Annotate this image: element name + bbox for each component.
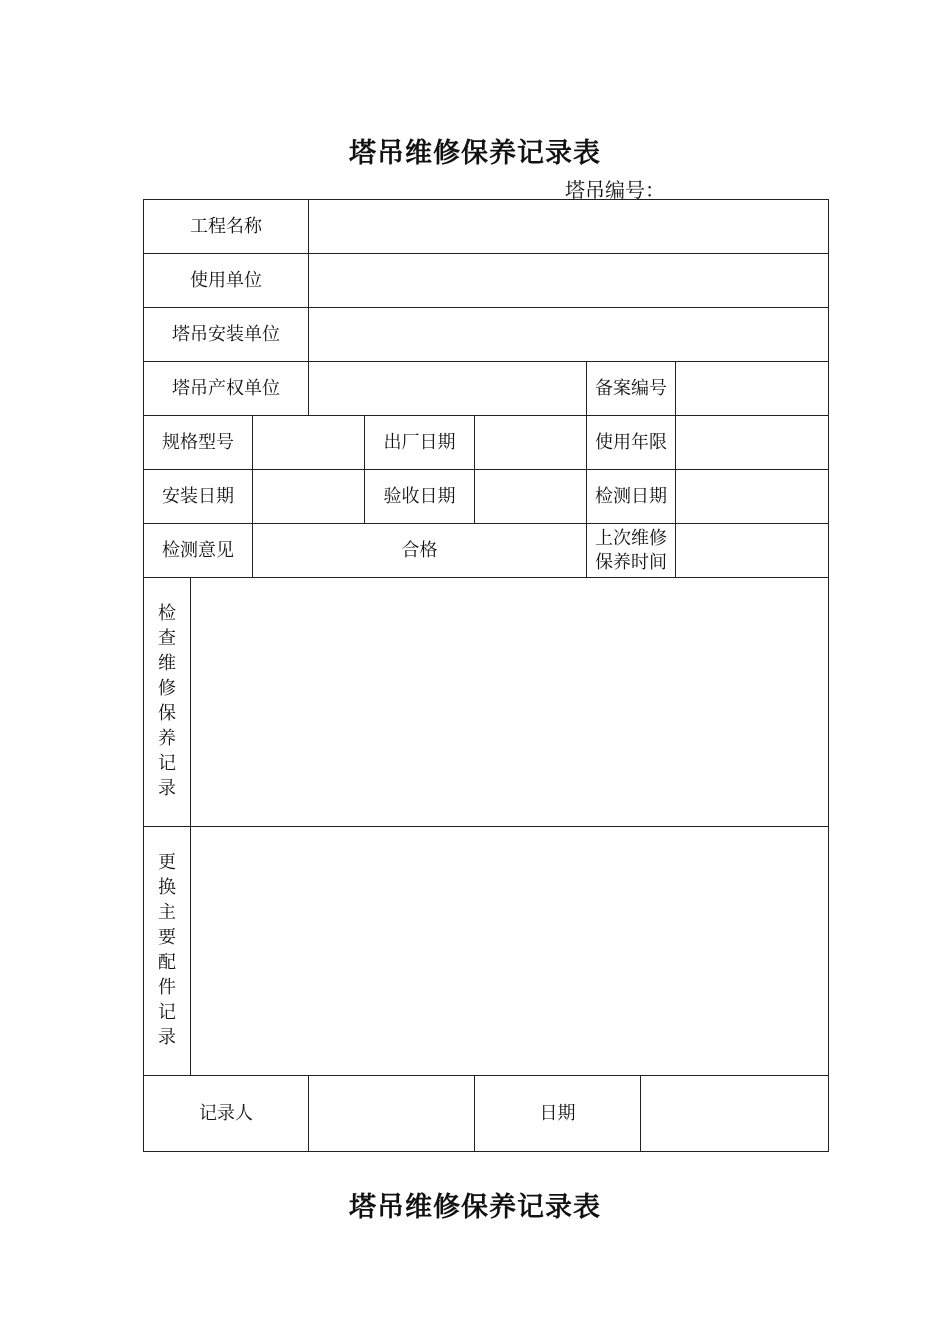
date-label: 日期 bbox=[539, 1103, 576, 1124]
service-life-field[interactable] bbox=[676, 416, 828, 469]
recorder-label: 记录人 bbox=[199, 1103, 253, 1124]
inspection-opinion-value[interactable]: 合格 bbox=[401, 539, 438, 561]
install-date-label: 安装日期 bbox=[162, 485, 234, 507]
maintenance-record-label: 检查维修保养记录 bbox=[158, 603, 176, 799]
page-title: 塔吊维修保养记录表 bbox=[349, 138, 601, 169]
user-unit-label: 使用单位 bbox=[190, 269, 262, 291]
ownership-unit-field[interactable] bbox=[309, 362, 586, 415]
inspection-date-label: 检测日期 bbox=[595, 485, 667, 507]
install-unit-label: 塔吊安装单位 bbox=[172, 323, 280, 345]
service-life-label: 使用年限 bbox=[595, 431, 667, 453]
crane-number-label: 塔吊编号： bbox=[565, 178, 665, 202]
factory-date-label: 出厂日期 bbox=[383, 431, 456, 453]
page-title-repeat: 塔吊维修保养记录表 bbox=[349, 1192, 601, 1223]
parts-record-field[interactable] bbox=[191, 827, 828, 1075]
record-number-label: 备案编号 bbox=[595, 377, 667, 399]
last-maintenance-line2: 保养时间 bbox=[595, 551, 667, 573]
ownership-unit-label: 塔吊产权单位 bbox=[172, 377, 280, 399]
spec-model-field[interactable] bbox=[253, 416, 364, 469]
user-unit-field[interactable] bbox=[309, 254, 828, 307]
spec-model-label: 规格型号 bbox=[162, 431, 234, 453]
install-unit-field[interactable] bbox=[309, 308, 828, 361]
acceptance-date-field[interactable] bbox=[475, 470, 586, 523]
record-number-field[interactable] bbox=[676, 362, 828, 415]
project-name-field[interactable] bbox=[309, 200, 828, 253]
inspection-opinion-label: 检测意见 bbox=[162, 539, 234, 561]
last-maintenance-label bbox=[587, 524, 675, 577]
factory-date-field[interactable] bbox=[475, 416, 586, 469]
parts-record-label: 更换主要配件记录 bbox=[158, 852, 176, 1048]
maintenance-form bbox=[143, 199, 829, 1152]
maintenance-record-field[interactable] bbox=[191, 578, 828, 826]
acceptance-date-label: 验收日期 bbox=[383, 485, 456, 507]
inspection-date-field[interactable] bbox=[676, 470, 828, 523]
last-maintenance-line1: 上次维修 bbox=[595, 527, 667, 549]
install-date-field[interactable] bbox=[253, 470, 364, 523]
recorder-field[interactable] bbox=[309, 1076, 474, 1152]
project-name-label: 工程名称 bbox=[190, 215, 262, 237]
last-maintenance-field[interactable] bbox=[676, 524, 828, 577]
date-field[interactable] bbox=[641, 1076, 828, 1152]
